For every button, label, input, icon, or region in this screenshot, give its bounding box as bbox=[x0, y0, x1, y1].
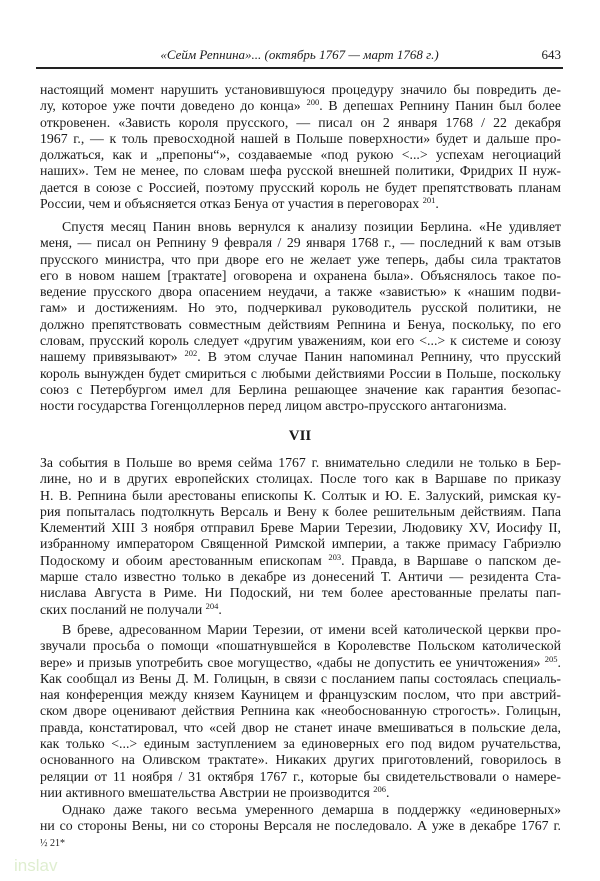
text-line: правда, констатировал, что «сей двор не станет иначе вмешиваться в польские дела, bbox=[40, 719, 561, 735]
paragraph bbox=[40, 219, 561, 415]
text-segment: . В депешах Репнину Панин был более bbox=[319, 98, 561, 114]
text-line: должаться, как и „препоны“», создаваемые «под рукою <...> успехам негоциаций bbox=[40, 147, 561, 163]
text-line: ности государства Гогенцоллернов перед лицом австро-прусского антагонизма. bbox=[40, 398, 507, 414]
footnote-ref[interactable]: 200 bbox=[306, 97, 320, 108]
text-line: его в новом нашем [трактате] оговорена и охранена была». Объяснялось такое по- bbox=[40, 267, 561, 283]
text-segment: . bbox=[218, 601, 222, 617]
text-segment: нии активного вмешательства Австрии не производится bbox=[40, 784, 374, 800]
footnote-ref[interactable]: 202 bbox=[184, 348, 198, 359]
paragraph bbox=[40, 455, 561, 618]
text-line: избранному императором Священной Римской империи, а также примасу Габриэлю bbox=[40, 536, 561, 552]
text-segment: . В этом случае Панин напоминал Репнину, что прусский bbox=[197, 349, 562, 365]
running-title: «Сейм Репнина»... (октябрь 1767 — март 1768 г.) bbox=[160, 47, 439, 62]
text-line bbox=[40, 655, 561, 671]
text-segment: вере» и призыв употребить свое могущество, «дабы не допустить ее уничтожения» bbox=[40, 654, 545, 670]
paragraph bbox=[40, 622, 561, 801]
text-line: дается в союзе с Россией, поэтому прусский король не будет препятствовать планам bbox=[40, 179, 561, 195]
text-line bbox=[40, 349, 561, 365]
text-line: За события в Польше во время сейма 1767 г. внимательно следили не только в Бер- bbox=[40, 455, 561, 470]
text-line bbox=[40, 553, 561, 569]
text-line: Спустя месяц Панин вновь вернулся к анализу позиции Берлина. «Не удивляет bbox=[62, 219, 561, 234]
text-segment: . bbox=[386, 784, 390, 800]
text-line: основанного на Оливском трактате». Никаких других приготовлений, говорилось в bbox=[40, 752, 561, 768]
text-line: реляции от 11 ноября / 31 октября 1767 г., которые бы свидетельствовали о намере- bbox=[40, 768, 561, 784]
text-line: Как сообщал из Вены Д. М. Голицын, в связи с посланием папы состоялась специаль- bbox=[40, 670, 561, 686]
text-segment: нашему привязывают» bbox=[40, 349, 185, 365]
text-line: лине, но и в других европейских столицах. После того как в Варшаве по приказу bbox=[40, 471, 561, 487]
text-line: меня, — писал он Репнину 9 февраля / 29 января 1768 г., — последний к вам отзыв bbox=[40, 235, 561, 251]
text-line: словам, прусский король следует «другим уважениям, кои его <...> к системе и союзу bbox=[40, 333, 561, 349]
text-line: ском дворе оценивают действия Репнина как «необоснованную строгость». Голицын, bbox=[40, 703, 561, 719]
text-segment: России, чем и объясняется отказ Бенуа от участия в переговорах bbox=[40, 196, 423, 212]
text-line: марше стало известно только в декабре из донесений Т. Античи — резидента Ста- bbox=[40, 569, 561, 585]
text-line: откровенен. «Зависть короля прусского, — писал он 2 января 1768 / 22 декабря bbox=[40, 114, 561, 130]
text-line: союз с Петербургом имел для Берлина решающее значение как гарантия безопас- bbox=[40, 381, 561, 397]
text-line: прусского министра, что при дворе его не желает уже теперь, дабы сила трактатов bbox=[40, 251, 561, 267]
text-line bbox=[40, 785, 561, 801]
text-segment: . bbox=[435, 196, 439, 212]
text-line bbox=[40, 602, 561, 618]
text-segment: . bbox=[557, 654, 561, 670]
text-line: наших». Тем не менее, по словам шефа русской внешней политики, Фридрих II нуж- bbox=[40, 163, 561, 179]
footnote-ref[interactable]: 204 bbox=[205, 600, 219, 611]
signature-mark: ½ 21* bbox=[40, 838, 65, 849]
paragraph bbox=[40, 82, 561, 212]
page-number: 643 bbox=[541, 47, 561, 62]
text-line: Однако даже такого весьма умеренного демарша в поддержку «единоверных» bbox=[62, 802, 561, 817]
watermark: inslav bbox=[14, 856, 58, 875]
footnote-ref[interactable]: 205 bbox=[544, 653, 558, 664]
text-segment: лу, которое уже почти доведено до конца» bbox=[40, 98, 307, 114]
section-heading: VII bbox=[288, 428, 312, 444]
text-line: как только <...> единым заступлением за единоверных его под видом ручательства, bbox=[40, 736, 561, 752]
text-line: ная конференция между князем Кауницем и французским послом, что при австрий- bbox=[40, 687, 561, 703]
text-line bbox=[40, 98, 561, 114]
running-header bbox=[36, 47, 563, 65]
text-line: звучали просьба о помощи «пошатнувшейся в Королевстве Польском католической bbox=[40, 638, 561, 654]
text-line: рия попыталась подтолкнуть Версаль и Вену к более решительным действиям. Папа bbox=[40, 503, 561, 519]
header-rule bbox=[36, 67, 563, 69]
text-segment: . Правда, в Варшаве о папском де- bbox=[341, 552, 562, 568]
footnote-ref[interactable]: 206 bbox=[373, 783, 387, 794]
text-line bbox=[40, 196, 561, 212]
text-line: должно препятствовать совместным действиям Репнина и Бенуа, поскольку, по его bbox=[40, 316, 561, 332]
footnote-ref[interactable]: 203 bbox=[328, 551, 342, 562]
text-segment: Подоскому и обоим арестованным епископам bbox=[40, 552, 329, 568]
text-line: Клементий XIII 3 ноября отправил Бреве Марии Терезии, Людовику XV, Иосифу II, bbox=[40, 520, 561, 536]
text-line: гам» и достижениям. Но это, подчеркивал руководитель русской политики, не bbox=[40, 300, 561, 316]
text-line: Н. В. Репнина были арестованы епископы К. Солтык и Ю. Е. Залуский, римская ку- bbox=[40, 487, 561, 503]
text-line: король вынужден будет смириться с любыми действиями России в Польше, поскольку bbox=[40, 365, 561, 381]
text-line: 1967 г., — к толь превосходной нашей в Польше поверхности» будет и дальше про- bbox=[40, 130, 561, 146]
footnote-ref[interactable]: 201 bbox=[422, 195, 436, 206]
text-line: В бреве, адресованном Марии Терезии, от имени всей католической церкви про- bbox=[62, 622, 561, 637]
text-line: ведение прусского двора опасением неудачи, а также «завистью» к «нашим подви- bbox=[40, 284, 561, 300]
text-line: ни со стороны Вены, ни со стороны Версаля не последовало. А уже в декабре 1767 г. bbox=[40, 818, 561, 834]
text-line: настоящий момент нарушить установившуюся процедуру значило бы повредить де- bbox=[40, 82, 561, 97]
text-line: нислава Августа в Риме. Ни Подоский, ни тем более арестованные прелаты пап- bbox=[40, 585, 561, 601]
paragraph bbox=[40, 802, 561, 835]
text-segment: ских посланий не получали bbox=[40, 601, 206, 617]
